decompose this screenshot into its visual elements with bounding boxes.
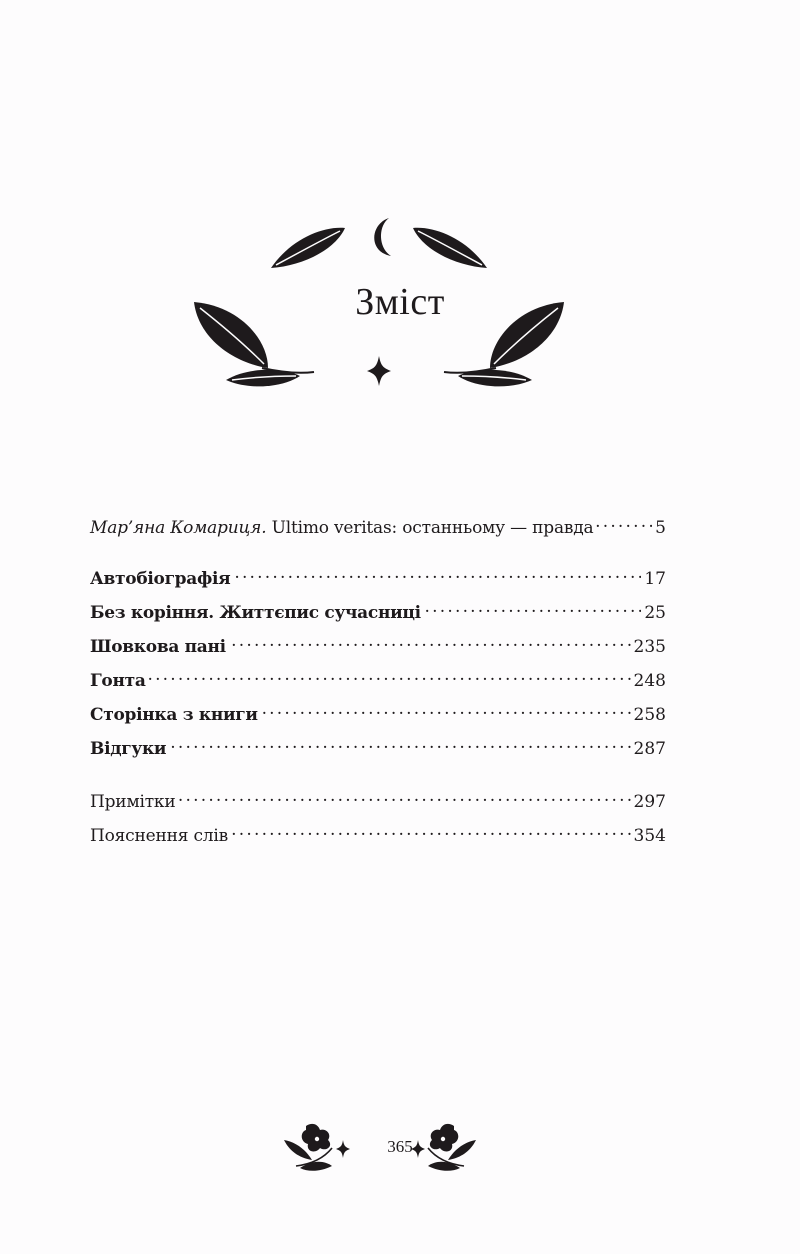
- toc-entry-page: 17: [644, 569, 666, 589]
- toc-entry-page: 235: [633, 637, 666, 657]
- toc-entry-page: 25: [644, 603, 666, 623]
- toc-entry-title: Відгуки: [90, 739, 167, 759]
- toc-entry-author: Мар’яна Комариця.: [90, 518, 267, 538]
- toc-entry-title: Примітки: [90, 792, 176, 812]
- toc-entry-title: Сторінка з книги: [90, 705, 258, 725]
- toc-entry-title: Гонта: [90, 671, 146, 691]
- toc-entry-title: Без коріння. Життєпис сучасниці: [90, 603, 421, 623]
- toc-entry-page: 258: [633, 705, 666, 725]
- page-title: Зміст: [355, 281, 445, 323]
- toc-entry-page: 5: [655, 518, 666, 538]
- toc-entry-title: Мар’яна Комариця. Ultimo veritas: останньому — правда: [90, 518, 594, 538]
- toc-entry-page: 297: [633, 792, 666, 812]
- toc-entry-title: Автобіографія: [90, 569, 231, 589]
- toc-entry-page: 354: [633, 826, 666, 846]
- toc-entry-title: Пояснення слів: [90, 826, 229, 846]
- toc-entry-page: 248: [633, 671, 666, 691]
- toc-entry-page: 287: [633, 739, 666, 759]
- toc-entry-title: Шовкова пані: [90, 637, 226, 657]
- page-number: 365: [387, 1137, 413, 1156]
